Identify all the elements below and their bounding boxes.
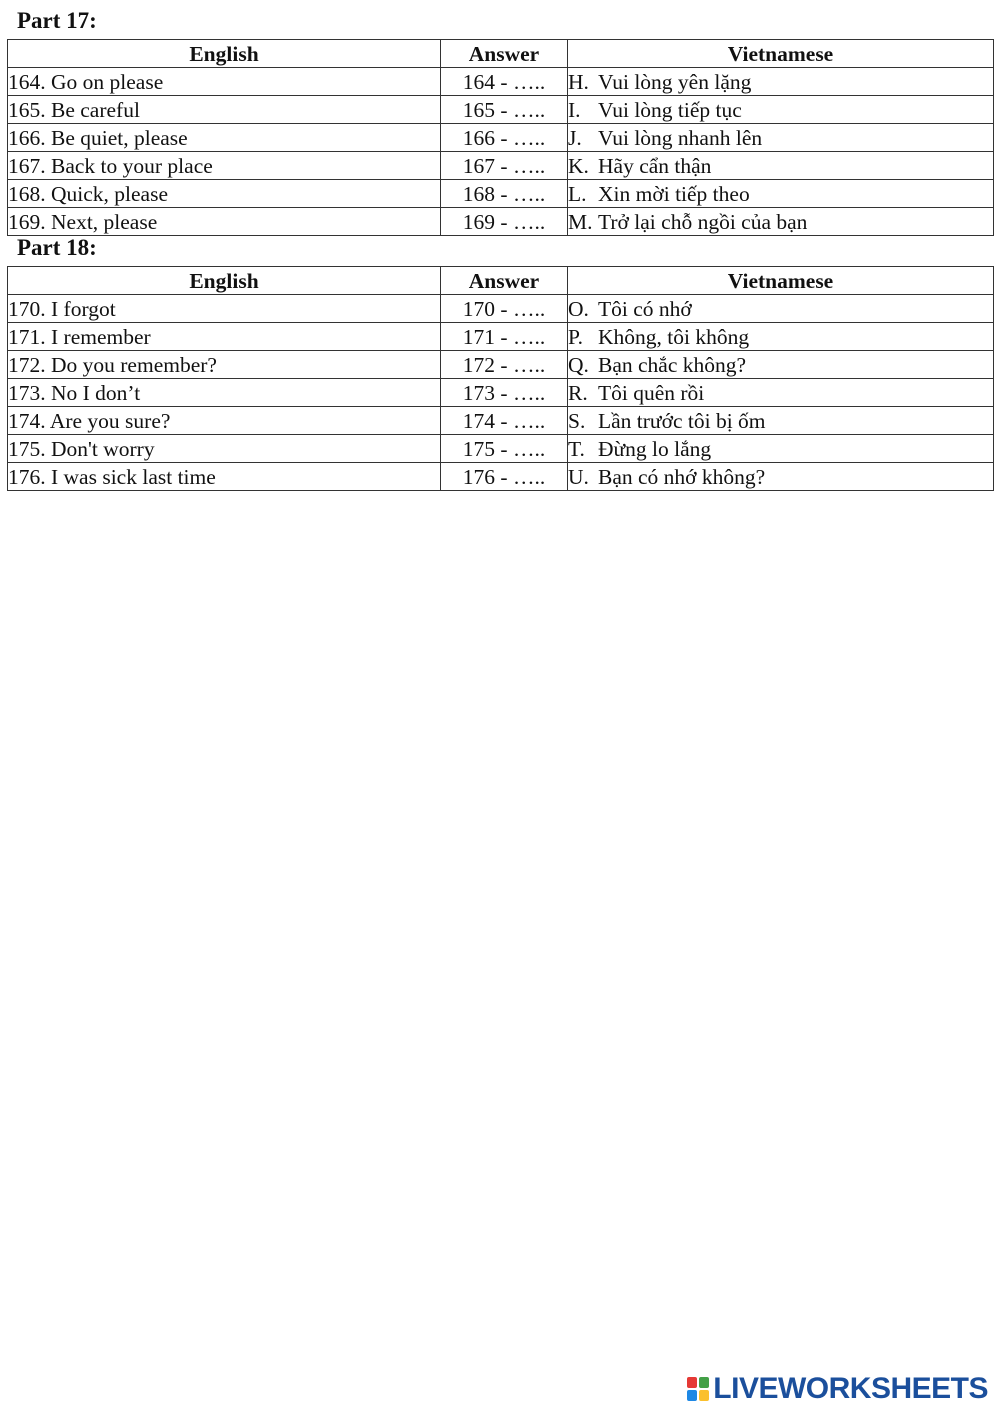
vietnamese-option bbox=[568, 180, 994, 208]
vietnamese-phrase: Xin mời tiếp theo bbox=[598, 181, 750, 206]
english-phrase: 166. Be quiet, please bbox=[8, 124, 441, 152]
english-phrase: 174. Are you sure? bbox=[8, 407, 441, 435]
option-letter: H. bbox=[568, 69, 589, 94]
english-phrase: 168. Quick, please bbox=[8, 180, 441, 208]
answer-blank[interactable]: 165 - ….. bbox=[441, 96, 568, 124]
vietnamese-phrase: Không, tôi không bbox=[598, 324, 750, 349]
option-letter: R. bbox=[568, 380, 588, 405]
english-phrase: 172. Do you remember? bbox=[8, 351, 441, 379]
part-17-table bbox=[7, 39, 994, 236]
english-phrase: 165. Be careful bbox=[8, 96, 441, 124]
answer-blank[interactable]: 166 - ….. bbox=[441, 124, 568, 152]
table-row bbox=[8, 435, 994, 463]
table-row bbox=[8, 323, 994, 351]
vietnamese-phrase: Tôi có nhớ bbox=[598, 296, 692, 321]
brand-wordmark: LIVEWORKSHEETS bbox=[713, 1372, 988, 1405]
vietnamese-option bbox=[568, 435, 994, 463]
vietnamese-phrase: Trở lại chỗ ngồi của bạn bbox=[598, 209, 808, 234]
part-17-title: Part 17: bbox=[17, 8, 97, 33]
vietnamese-option bbox=[568, 68, 994, 96]
table-row bbox=[8, 379, 994, 407]
table-row bbox=[8, 463, 994, 491]
option-letter: L. bbox=[568, 181, 587, 206]
english-phrase: 164. Go on please bbox=[8, 68, 441, 96]
part-18-table bbox=[7, 266, 994, 491]
english-phrase: 167. Back to your place bbox=[8, 152, 441, 180]
answer-blank[interactable]: 170 - ….. bbox=[441, 295, 568, 323]
option-letter: U. bbox=[568, 464, 589, 489]
table-row bbox=[8, 96, 994, 124]
vietnamese-option bbox=[568, 124, 994, 152]
header-english: English bbox=[8, 267, 441, 295]
logo-tile-blue bbox=[687, 1390, 697, 1401]
option-letter: Q. bbox=[568, 352, 589, 377]
vietnamese-phrase: Lần trước tôi bị ốm bbox=[598, 408, 766, 433]
table-row bbox=[8, 208, 994, 236]
english-phrase: 176. I was sick last time bbox=[8, 463, 441, 491]
logo-tile-yellow bbox=[699, 1390, 709, 1401]
logo-tile-green bbox=[699, 1377, 709, 1388]
table-row bbox=[8, 407, 994, 435]
answer-blank[interactable]: 167 - ….. bbox=[441, 152, 568, 180]
answer-blank[interactable]: 173 - ….. bbox=[441, 379, 568, 407]
option-letter: J. bbox=[568, 125, 582, 150]
header-vietnamese: Vietnamese bbox=[568, 40, 994, 68]
option-letter: K. bbox=[568, 153, 589, 178]
answer-blank[interactable]: 172 - ….. bbox=[441, 351, 568, 379]
answer-blank[interactable]: 176 - ….. bbox=[441, 463, 568, 491]
header-vietnamese: Vietnamese bbox=[568, 267, 994, 295]
english-phrase: 169. Next, please bbox=[8, 208, 441, 236]
vietnamese-phrase: Vui lòng nhanh lên bbox=[598, 125, 763, 150]
logo-tile-red bbox=[687, 1377, 697, 1388]
vietnamese-option bbox=[568, 96, 994, 124]
vietnamese-option bbox=[568, 208, 994, 236]
vietnamese-option bbox=[568, 379, 994, 407]
vietnamese-option bbox=[568, 323, 994, 351]
vietnamese-phrase: Hãy cẩn thận bbox=[598, 153, 712, 178]
header-answer: Answer bbox=[441, 267, 568, 295]
table-row bbox=[8, 295, 994, 323]
header-answer: Answer bbox=[441, 40, 568, 68]
table-row bbox=[8, 152, 994, 180]
answer-blank[interactable]: 168 - ….. bbox=[441, 180, 568, 208]
header-english: English bbox=[8, 40, 441, 68]
table-row bbox=[8, 124, 994, 152]
english-phrase: 173. No I don’t bbox=[8, 379, 441, 407]
answer-blank[interactable]: 174 - ….. bbox=[441, 407, 568, 435]
table-header-row bbox=[8, 267, 994, 295]
table-row bbox=[8, 351, 994, 379]
vietnamese-phrase: Bạn chắc không? bbox=[598, 352, 747, 377]
option-letter: I. bbox=[568, 97, 581, 122]
vietnamese-option bbox=[568, 152, 994, 180]
answer-blank[interactable]: 175 - ….. bbox=[441, 435, 568, 463]
table-row bbox=[8, 68, 994, 96]
option-letter: M. bbox=[568, 209, 593, 234]
option-letter: S. bbox=[568, 408, 586, 433]
vietnamese-phrase: Đừng lo lắng bbox=[598, 436, 712, 461]
english-phrase: 170. I forgot bbox=[8, 295, 441, 323]
table-header-row bbox=[8, 40, 994, 68]
vietnamese-phrase: Tôi quên rồi bbox=[598, 380, 705, 405]
table-row bbox=[8, 180, 994, 208]
vietnamese-phrase: Bạn có nhớ không? bbox=[598, 464, 766, 489]
vietnamese-option bbox=[568, 407, 994, 435]
answer-blank[interactable]: 171 - ….. bbox=[441, 323, 568, 351]
vietnamese-option bbox=[568, 351, 994, 379]
vietnamese-phrase: Vui lòng yên lặng bbox=[598, 69, 752, 94]
option-letter: T. bbox=[568, 436, 585, 461]
answer-blank[interactable]: 164 - ….. bbox=[441, 68, 568, 96]
vietnamese-option bbox=[568, 463, 994, 491]
part-18-title: Part 18: bbox=[17, 235, 97, 260]
option-letter: P. bbox=[568, 324, 583, 349]
english-phrase: 175. Don't worry bbox=[8, 435, 441, 463]
vietnamese-phrase: Vui lòng tiếp tục bbox=[598, 97, 742, 122]
liveworksheets-brand bbox=[687, 1372, 988, 1406]
vietnamese-option bbox=[568, 295, 994, 323]
english-phrase: 171. I remember bbox=[8, 323, 441, 351]
option-letter: O. bbox=[568, 296, 589, 321]
answer-blank[interactable]: 169 - ….. bbox=[441, 208, 568, 236]
liveworksheets-logo-icon bbox=[687, 1377, 709, 1401]
